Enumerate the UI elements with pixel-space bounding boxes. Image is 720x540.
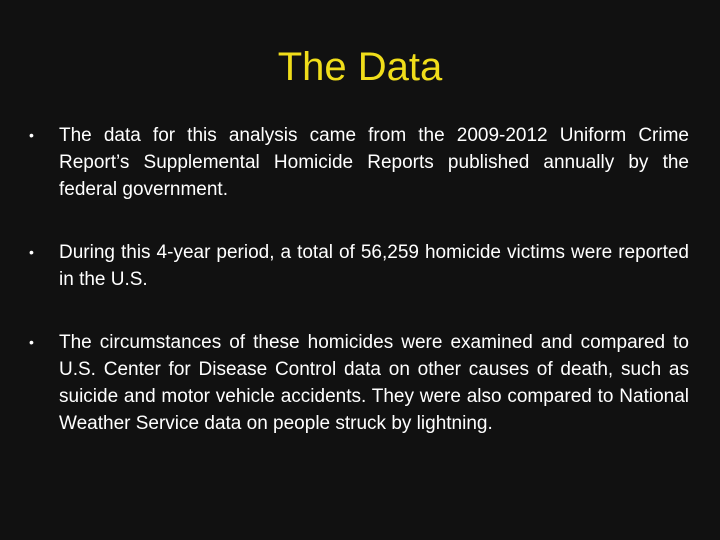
bullet-icon: • — [29, 244, 34, 260]
bullet-text: The circumstances of these homicides were examined and compared to U.S. Center for Disease Control data on other causes of death, such as suicide and motor vehicle accidents. They were also compared to National Weather Service data on people struck by lightning. — [59, 332, 689, 434]
bullet-text: During this 4-year period, a total of 56,259 homicide victims were reported in the U.S. — [59, 242, 689, 290]
bullet-item — [29, 122, 689, 203]
bullet-item — [29, 239, 689, 293]
bullet-text: The data for this analysis came from the 2009-2012 Uniform Crime Report’s Supplemental Homicide Reports published annually by the federal government. — [59, 125, 689, 200]
bullet-icon: • — [29, 127, 34, 143]
bullet-icon: • — [29, 334, 34, 350]
slide-title: The Data — [277, 45, 443, 89]
bullet-list — [29, 122, 689, 437]
bullet-item — [29, 329, 689, 437]
